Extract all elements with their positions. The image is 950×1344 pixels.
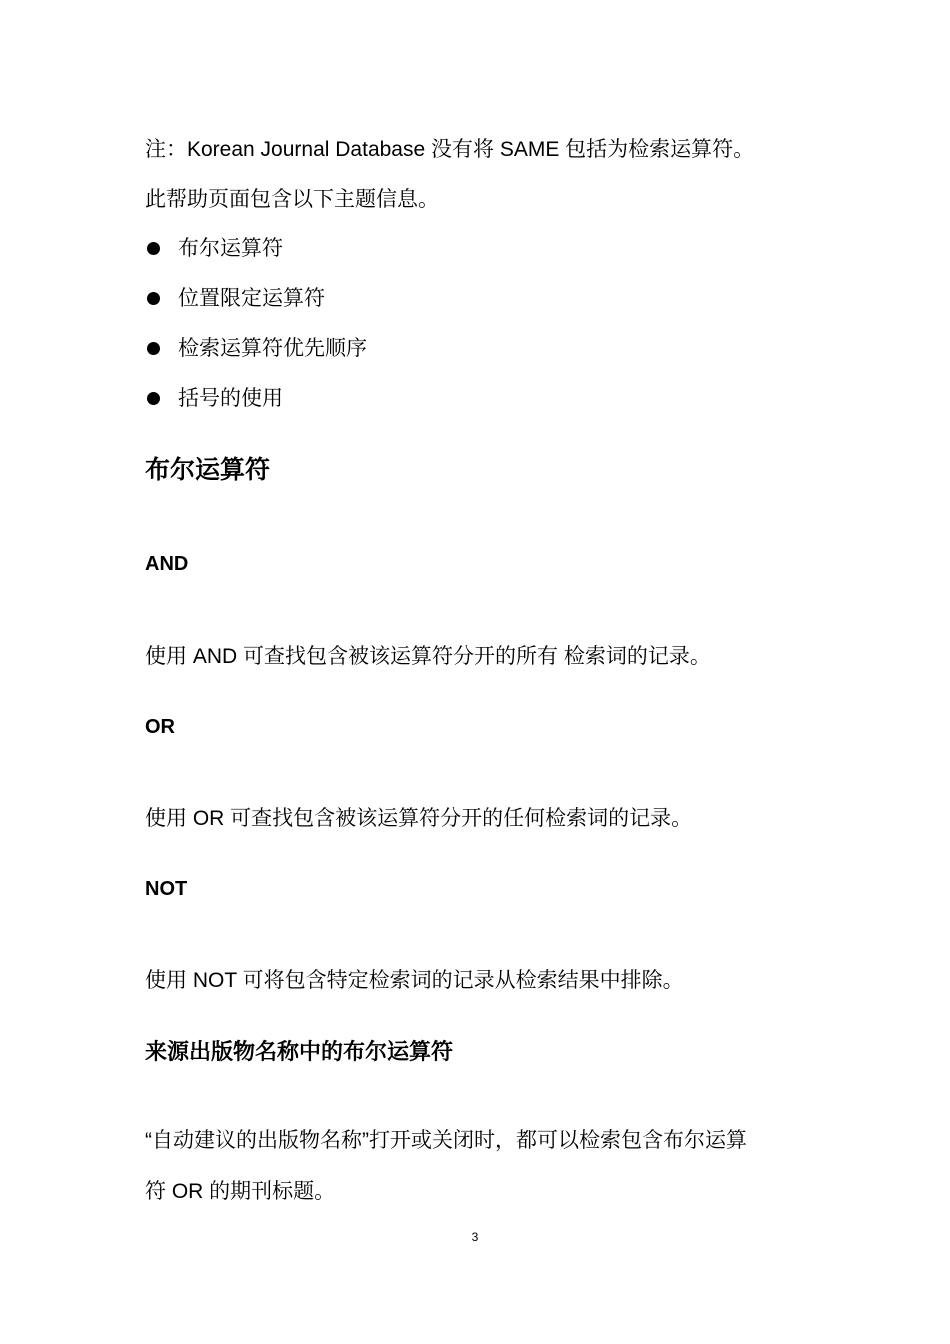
page-number: 3 <box>471 1230 479 1244</box>
and-heading: AND <box>145 553 189 575</box>
and-description: 使用 AND 可查找包含被该运算符分开的所有 检索词的记录。 <box>145 645 711 668</box>
topics-intro: 此帮助页面包含以下主题信息。 <box>145 188 439 211</box>
source-paragraph-line-1: “自动建议的出版物名称”打开或关闭时，都可以检索包含布尔运算 <box>145 1129 747 1152</box>
topic-label: 括号的使用 <box>178 387 283 410</box>
not-heading: NOT <box>145 878 188 900</box>
bullet-icon <box>147 292 160 305</box>
section-heading-boolean: 布尔运算符 <box>145 456 271 484</box>
bullet-icon <box>147 242 160 255</box>
bullet-icon <box>147 392 160 405</box>
topic-label: 位置限定运算符 <box>178 287 325 310</box>
source-paragraph-line-2: 符 OR 的期刊标题。 <box>145 1180 336 1203</box>
topic-label: 检索运算符优先顺序 <box>178 337 367 360</box>
not-description: 使用 NOT 可将包含特定检索词的记录从检索结果中排除。 <box>145 969 684 992</box>
topic-label: 布尔运算符 <box>178 237 283 260</box>
or-description: 使用 OR 可查找包含被该运算符分开的任何检索词的记录。 <box>145 807 693 830</box>
bullet-icon <box>147 342 160 355</box>
section-heading-source: 来源出版物名称中的布尔运算符 <box>145 1039 454 1064</box>
or-heading: OR <box>145 716 175 738</box>
note-paragraph: 注：Korean Journal Database 没有将 SAME 包括为检索运算符。 <box>145 138 755 161</box>
